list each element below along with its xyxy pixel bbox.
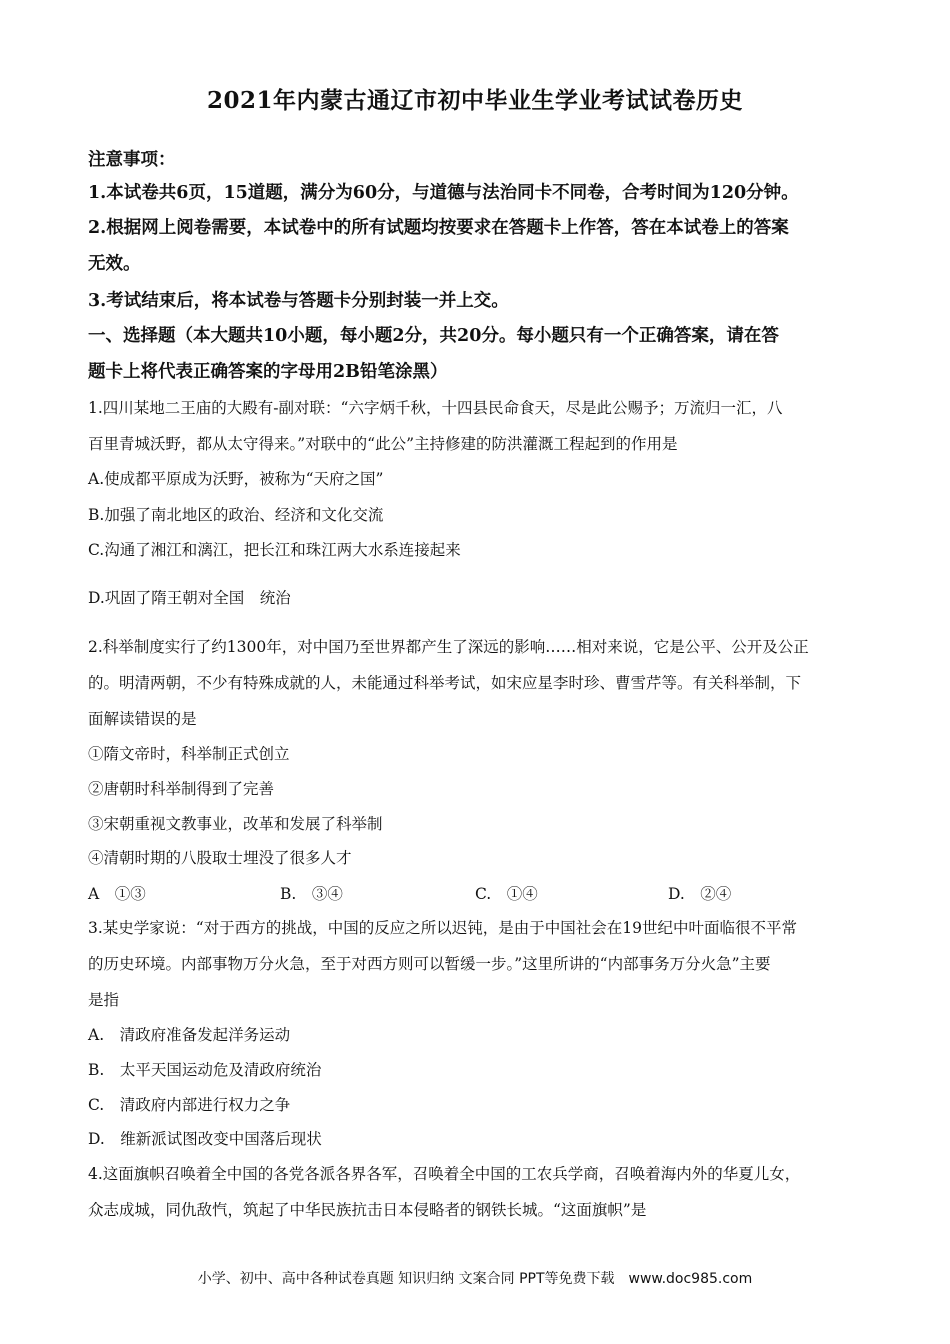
q1-option-c: C.沟通了湘江和漓江，把长江和珠江两大水系连接起来 [88,541,461,559]
notice-item-2-cont: 无效。 [88,254,141,274]
notice-item-3: 3.考试结束后，将本试卷与答题卡分别封装一并上交。 [88,291,509,311]
notice-heading: 注意事项： [88,150,176,170]
q2-stem-line1: 2.科举制度实行了约1300年，对中国乃至世界都产生了深远的影响……相对来说，它是公平、公开及公正 [88,638,809,656]
notice-item-2: 2.根据网上阅卷需要，本试卷中的所有试题均按要求在答题卡上作答，答在本试卷上的答案 [88,218,789,238]
q3-stem-line1: 3.某史学家说：“对于西方的挑战，中国的反应之所以迟钝，是由于中国社会在19世纪中叶面临很不平常 [88,919,797,937]
q2-stem-line3: 面解读错误的是 [88,710,197,728]
q3-option-c: C. 清政府内部进行权力之争 [88,1096,291,1114]
page-title: 2021年内蒙古通辽市初中毕业生学业考试试卷历史 [206,87,743,114]
q3-option-d: D. 维新派试图改变中国落后现状 [88,1130,322,1148]
q2-statement-1: ①隋文帝时，科举制正式创立 [88,745,290,763]
q3-option-b: B. 太平天国运动危及清政府统治 [88,1061,322,1079]
notice-item-1: 1.本试卷共6页，15道题，满分为60分，与道德与法治同卡不同卷，合考时间为120分钟。 [88,183,799,203]
q2-option-a: A ①③ [88,885,146,903]
q1-stem-line2: 百里青城沃野，都从太守得来。”对联中的“此公”主持修建的防洪灌溉工程起到的作用是 [88,435,678,453]
q4-stem-line1: 4.这面旗帜召唤着全中国的各党各派各界各军，召唤着全中国的工农兵学商，召唤着海内外的华夏儿女， [88,1165,801,1183]
q1-option-b: B.加强了南北地区的政治、经济和文化交流 [88,506,384,524]
q2-statement-3: ③宋朝重视文教事业，改革和发展了科举制 [88,815,383,833]
q2-option-d: D. ②④ [668,885,732,903]
q2-statement-4: ④清朝时期的八股取士埋没了很多人才 [88,849,352,867]
q3-stem-line3: 是指 [88,991,120,1009]
section-heading-line1: 一、选择题（本大题共10小题，每小题2分，共20分。每小题只有一个正确答案，请在答 [88,326,779,346]
q1-option-a: A.使成都平原成为沃野，被称为“天府之国” [88,470,384,488]
q1-option-d: D.巩固了隋王朝对全国 统治 [88,589,291,607]
q4-stem-line2: 众志成城，同仇敌忾，筑起了中华民族抗击日本侵略者的钢铁长城。“这面旗帜”是 [88,1201,647,1219]
q3-option-a: A. 清政府准备发起洋务运动 [88,1026,291,1044]
q1-stem-line1: 1.四川某地二王庙的大殿有-副对联：“六字炳千秋，十四县民命食天，尽是此公赐予；万流归一汇，八 [88,399,783,417]
q2-option-c: C. ①④ [475,885,538,903]
q2-statement-2: ②唐朝时科举制得到了完善 [88,780,275,798]
q2-stem-line2: 的。明清两朝，不少有特殊成就的人，未能通过科举考试，如宋应星李时珍、曹雪芹等。有关科举制，下 [88,674,802,692]
page-footer: 小学、初中、高中各种试卷真题 知识归纳 文案合同 PPT等免费下载 www.doc985.com [197,1271,753,1287]
q3-stem-line2: 的历史环境。内部事物万分火急，至于对西方则可以暂缓一步。”这里所讲的“内部事务万分火急”主要 [88,955,771,973]
section-heading-line2: 题卡上将代表正确答案的字母用2B铅笔涂黑） [88,362,448,382]
q2-option-b: B. ③④ [280,885,343,903]
